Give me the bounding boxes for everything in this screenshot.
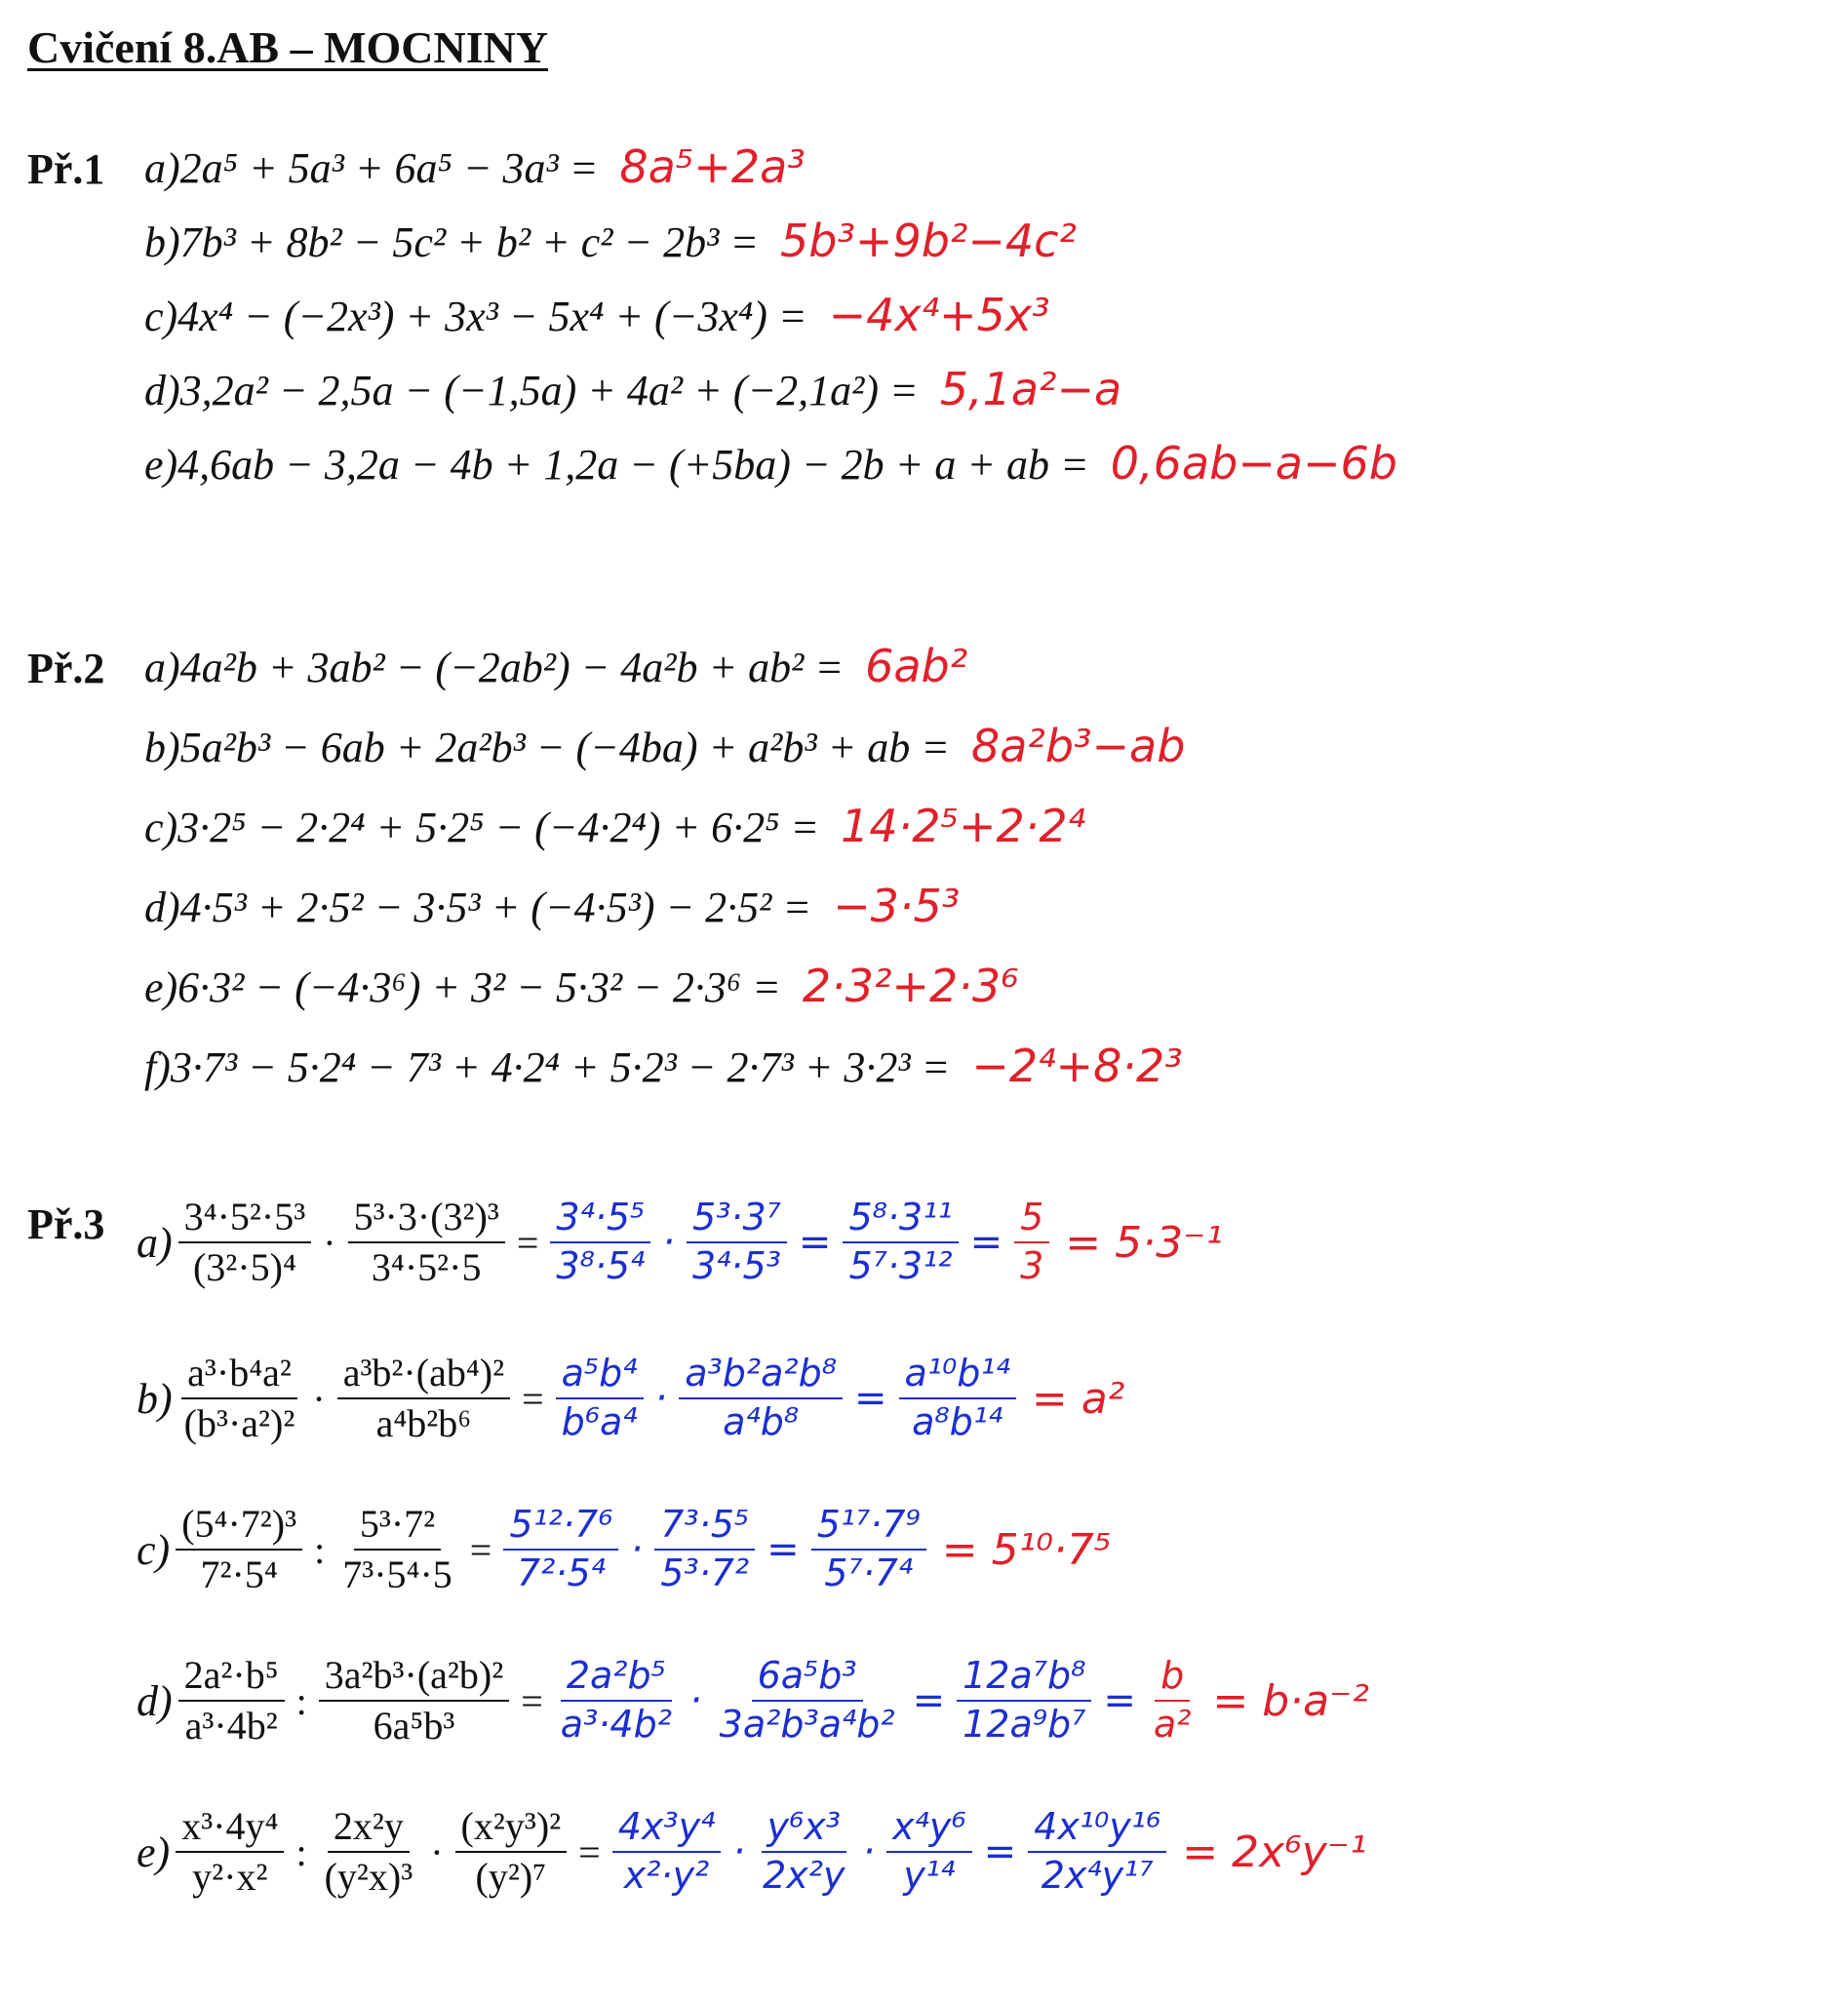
numerator: a⁵b⁴ — [556, 1353, 644, 1399]
exercise-row — [144, 140, 806, 193]
exercise-row — [144, 800, 1086, 852]
exercise-row — [144, 437, 1398, 490]
handwritten-fraction — [612, 1806, 722, 1897]
numerator: y⁶x³ — [762, 1806, 846, 1853]
denominator: x²·y² — [623, 1854, 710, 1897]
exercise-row — [144, 1040, 1183, 1092]
numerator: a³b²a²b⁸ — [679, 1353, 843, 1399]
work-operator: · — [862, 1829, 876, 1874]
numerator: 4x¹⁰y¹⁶ — [1028, 1806, 1166, 1853]
numerator: (x²y³)² — [455, 1804, 568, 1853]
exercise-equation: c)3·2⁵ − 2·2⁴ + 5·2⁵ − (−4·2⁴) + 6·2⁵ = — [144, 804, 820, 851]
handwritten-fraction — [1148, 1655, 1198, 1746]
printed-fraction — [176, 1502, 302, 1597]
numerator: (5⁴·7²)³ — [176, 1502, 302, 1551]
numerator: 5⁸·3¹¹ — [843, 1197, 958, 1243]
equals-sign: = — [522, 1376, 544, 1421]
handwritten-result: = 5¹⁰·7⁵ — [941, 1524, 1112, 1575]
fraction-row — [137, 1195, 1223, 1290]
denominator: 12a⁹b⁷ — [963, 1703, 1086, 1746]
work-operator: = — [853, 1376, 887, 1421]
equals-sign: = — [469, 1527, 492, 1572]
exercise-row — [144, 960, 1019, 1012]
numerator: 5¹²·7⁶ — [503, 1504, 618, 1551]
numerator: x³·4y⁴ — [176, 1804, 284, 1853]
work-operator: · — [662, 1220, 676, 1265]
section-label-3: Př.3 — [27, 1200, 105, 1248]
work-operator: = — [798, 1220, 832, 1265]
numerator: 5¹⁷·7⁹ — [811, 1504, 926, 1551]
work-operator: · — [688, 1678, 702, 1723]
exercise-equation: e)4,6ab − 3,2a − 4b + 1,2a − (+5ba) − 2b + a + ab = — [144, 441, 1089, 489]
handwritten-result: = b·a⁻² — [1212, 1675, 1369, 1726]
handwritten-fraction — [555, 1655, 678, 1746]
denominator: b⁶a⁴ — [561, 1400, 638, 1443]
fraction-row — [137, 1653, 1369, 1749]
exercise-equation: d)4·5³ + 2·5² − 3·5³ + (−4·5³) − 2·5² = — [144, 884, 812, 931]
printed-fraction — [319, 1804, 419, 1900]
denominator: 3⁸·5⁴ — [556, 1244, 646, 1287]
denominator: (y²)⁷ — [475, 1855, 547, 1899]
exercise-equation: d)3,2a² − 2,5a − (−1,5a) + 4a² + (−2,1a²) = — [144, 367, 919, 414]
handwritten-answer: 5,1a²−a — [939, 363, 1122, 415]
exercise-letter: e) — [137, 1827, 171, 1876]
printed-fraction — [336, 1502, 458, 1597]
denominator: 3 — [1020, 1244, 1044, 1287]
printed-fraction — [337, 1351, 510, 1446]
denominator: 2x²y — [763, 1854, 845, 1897]
exercise-equation: b)7b³ + 8b² − 5c² + b² + c² − 2b³ = — [144, 218, 760, 266]
denominator: (b³·a²)² — [183, 1401, 295, 1445]
numerator: a³·b⁴a² — [181, 1351, 297, 1399]
denominator: a³·4b² — [560, 1703, 672, 1746]
denominator: 7²·5⁴ — [516, 1552, 606, 1594]
denominator: a² — [1153, 1703, 1192, 1746]
handwritten-fraction — [1028, 1806, 1166, 1897]
denominator: a³·4b² — [184, 1704, 278, 1748]
work-operator: = — [983, 1829, 1017, 1874]
work-operator: · — [732, 1829, 746, 1874]
numerator: 4x³y⁴ — [612, 1806, 722, 1853]
numerator: 5³·7² — [354, 1502, 441, 1551]
operator: : — [295, 1829, 307, 1874]
exercise-letter: b) — [137, 1374, 173, 1423]
work-operator: = — [912, 1678, 946, 1723]
denominator: 6a⁵b³ — [373, 1704, 455, 1748]
exercise-letter: a) — [137, 1218, 173, 1267]
section-label-2: Př.2 — [27, 645, 105, 692]
fraction-row — [137, 1502, 1112, 1597]
denominator: 5³·7² — [660, 1552, 750, 1594]
work-operator: · — [630, 1527, 644, 1572]
denominator: (y²x)³ — [324, 1855, 413, 1899]
exercise-row — [144, 215, 1077, 267]
operator: · — [323, 1220, 336, 1265]
handwritten-fraction — [899, 1353, 1016, 1443]
numerator: 6a⁵b³ — [752, 1655, 863, 1702]
denominator: 3⁴·5²·5 — [371, 1245, 482, 1289]
numerator: 2x²y — [328, 1804, 410, 1853]
numerator: 5 — [1014, 1197, 1049, 1243]
exercise-letter: c) — [137, 1525, 171, 1574]
handwritten-fraction — [654, 1504, 755, 1594]
numerator: a¹⁰b¹⁴ — [899, 1353, 1016, 1399]
printed-fraction — [319, 1653, 509, 1749]
denominator: 7³·5⁴·5 — [342, 1552, 452, 1596]
printed-fraction — [178, 1653, 285, 1749]
numerator: 3⁴·5⁵ — [550, 1197, 650, 1243]
work-operator: = — [969, 1220, 1003, 1265]
numerator: 3a²b³·(a²b)² — [319, 1653, 509, 1702]
operator: : — [295, 1678, 307, 1723]
numerator: b — [1155, 1655, 1190, 1702]
denominator: a⁴b⁸ — [723, 1400, 800, 1443]
handwritten-result: = 5·3⁻¹ — [1065, 1217, 1223, 1268]
exercise-row — [144, 720, 1186, 772]
denominator: y¹⁴ — [903, 1854, 956, 1897]
equals-sign: = — [516, 1220, 539, 1265]
handwritten-answer: 2·3²+2·3⁶ — [802, 960, 1019, 1012]
handwritten-fraction — [556, 1353, 644, 1443]
operator: · — [312, 1376, 326, 1421]
handwritten-fraction — [811, 1504, 926, 1594]
denominator: 7²·5⁴ — [200, 1552, 278, 1596]
denominator: 5⁷·7⁴ — [824, 1552, 914, 1594]
denominator: 3⁴·5³ — [692, 1244, 781, 1287]
numerator: 2a²b⁵ — [561, 1655, 672, 1702]
work-operator: · — [654, 1376, 668, 1421]
denominator: a⁸b¹⁴ — [912, 1400, 1003, 1443]
handwritten-answer: 6ab² — [865, 640, 968, 692]
numerator: a³b²·(ab⁴)² — [337, 1351, 510, 1399]
handwritten-fraction — [679, 1353, 843, 1443]
handwritten-answer: −3·5³ — [833, 880, 961, 932]
handwritten-result: = 2x⁶y⁻¹ — [1182, 1827, 1367, 1877]
handwritten-fraction — [503, 1504, 618, 1594]
equals-sign: = — [578, 1829, 601, 1874]
work-operator: = — [767, 1527, 800, 1572]
denominator: 5⁷·3¹² — [848, 1244, 953, 1287]
handwritten-fraction — [886, 1806, 971, 1897]
exercise-row — [144, 880, 961, 932]
operator: · — [430, 1829, 444, 1874]
handwritten-fraction — [714, 1655, 901, 1746]
page-title: Cvičení 8.AB – MOCNINY — [27, 22, 549, 72]
numerator: 5³·3·(3²)³ — [348, 1195, 505, 1243]
work-operator: = — [1103, 1678, 1136, 1723]
exercise-equation: e)6·3² − (−4·3⁶) + 3² − 5·3² − 2·3⁶ = — [144, 963, 781, 1011]
handwritten-answer: 14·2⁵+2·2⁴ — [841, 800, 1086, 852]
handwritten-fraction — [757, 1806, 850, 1897]
denominator: a⁴b²b⁶ — [375, 1401, 472, 1445]
exercise-equation: c)4x⁴ − (−2x³) + 3x³ − 5x⁴ + (−3x⁴) = — [144, 293, 807, 340]
printed-fraction — [178, 1351, 301, 1446]
handwritten-answer: −4x⁴+5x³ — [828, 289, 1050, 341]
exercise-equation: f)3·7³ − 5·2⁴ − 7³ + 4·2⁴ + 5·2³ − 2·7³ + 3·2³ = — [144, 1043, 951, 1091]
fraction-row — [137, 1351, 1124, 1446]
operator: : — [314, 1527, 326, 1572]
printed-fraction — [176, 1804, 284, 1900]
handwritten-fraction — [957, 1655, 1091, 1746]
printed-fraction — [455, 1804, 568, 1900]
exercise-row — [144, 640, 968, 692]
denominator: 2x⁴y¹⁷ — [1041, 1854, 1154, 1897]
exercise-equation: a)2a⁵ + 5a³ + 6a⁵ − 3a³ = — [144, 144, 599, 192]
section-label-1: Př.1 — [27, 145, 105, 193]
exercise-row — [144, 363, 1122, 415]
handwritten-fraction — [843, 1197, 958, 1287]
handwritten-fraction — [1014, 1197, 1049, 1287]
exercise-row — [144, 289, 1050, 341]
equals-sign: = — [521, 1678, 543, 1723]
denominator: 3a²b³a⁴b² — [719, 1703, 895, 1746]
handwritten-fraction — [687, 1197, 787, 1287]
handwritten-answer: 8a⁵+2a³ — [619, 140, 806, 193]
handwritten-result: = a² — [1031, 1373, 1125, 1424]
handwritten-answer: 8a²b³−ab — [970, 720, 1186, 772]
handwritten-answer: 0,6ab−a−6b — [1110, 437, 1398, 490]
numerator: 3⁴·5²·5³ — [178, 1195, 312, 1243]
numerator: 7³·5⁵ — [654, 1504, 755, 1551]
numerator: 2a²·b⁵ — [178, 1653, 285, 1702]
handwritten-answer: 5b³+9b²−4c² — [780, 215, 1077, 267]
numerator: x⁴y⁶ — [886, 1806, 971, 1853]
exercise-equation: a)4a²b + 3ab² − (−2ab²) − 4a²b + ab² = — [144, 644, 845, 691]
fraction-row — [137, 1804, 1367, 1900]
numerator: 5³·3⁷ — [687, 1197, 787, 1243]
handwritten-fraction — [550, 1197, 650, 1287]
numerator: 12a⁷b⁸ — [957, 1655, 1091, 1702]
denominator: (3²·5)⁴ — [192, 1245, 296, 1289]
handwritten-answer: −2⁴+8·2³ — [971, 1040, 1183, 1092]
exercise-letter: d) — [137, 1676, 173, 1725]
exercise-equation: b)5a²b³ − 6ab + 2a²b³ − (−4ba) + a²b³ + ab = — [144, 724, 950, 771]
denominator: y²·x² — [192, 1855, 268, 1899]
printed-fraction — [178, 1195, 312, 1290]
printed-fraction — [348, 1195, 505, 1290]
